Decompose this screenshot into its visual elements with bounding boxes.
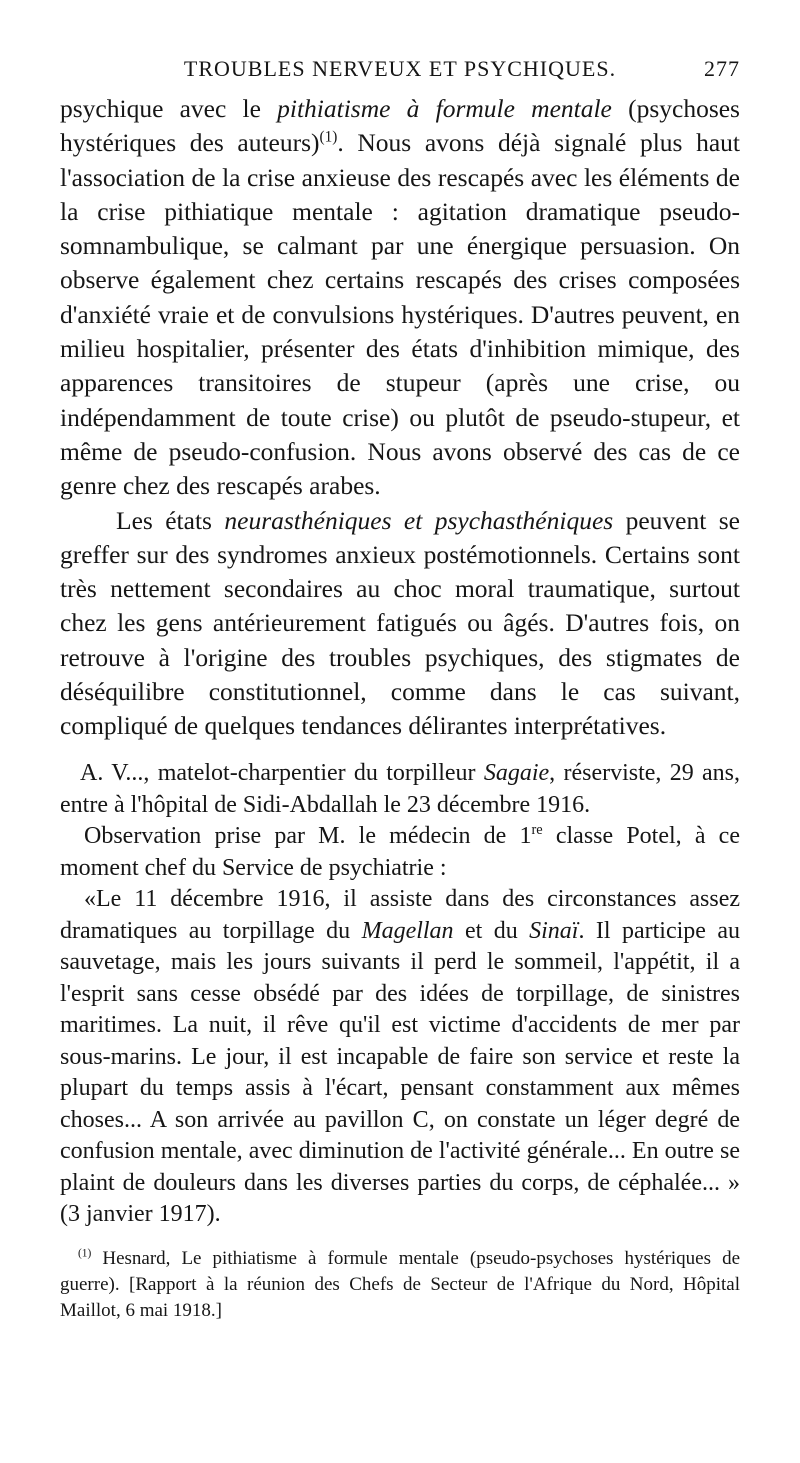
page-number: 277 (704, 56, 740, 81)
text-run: psychique avec le (60, 94, 278, 123)
ship-name: Magellan (361, 917, 454, 944)
text-run: . Il participe au sauvetage, mais les jours suivants il perd le sommeil, l'appétit, il a l'esprit sans cesse obsédé par des idées de torpillage, de sinistres maritimes. La nuit, il rêve qu'il est victime d'accidents de mer par sous-marins. Le jour, il est incapable de faire son service et reste la plupart du temps assis à l'écart, pensant constamment aux mêmes choses... A son arrivée au pavillon C, on constate un léger degré de confusion mentale, avec diminution de l'activité générale... En outre se plaint de douleurs dans les diverses parties du corps, de céphalée... » (3 janvier 1917). (60, 917, 740, 1227)
ordinal-suffix: re (531, 822, 543, 838)
ship-name: Sagaie (483, 760, 550, 786)
case-intro (60, 758, 740, 821)
footnote-text (60, 1246, 740, 1324)
footnote-reference: (1) (319, 128, 338, 146)
case-author (60, 821, 740, 884)
case-quote (60, 884, 740, 1231)
paragraph-pithiatisme (60, 92, 740, 504)
text-run: peuvent se greffer sur des syndromes anxieux postémotionnels. Certains sont très nettement secondaires au choc moral traumatique, surtout chez les gens antérieurement fatigués ou âgés. D'autres fois, on retrouve à l'origine des troubles psychiques, des stigmates de déséquilibre constitutionnel, comme dans le cas suivant, compliqué de quelques tendances délirantes interprétatives. (60, 505, 740, 741)
case-observation (60, 758, 740, 1231)
text-run: . Nous avons déjà signalé plus haut l'association de la crise anxieuse des rescapés avec les éléments de la crise pithiatique mentale : agitation dramatique pseudo-somnambulique, se calmant par une énergique persuasion. On observe également chez certains rescapés des crises composées d'anxiété vraie et de convulsions hystériques. D'autres peuvent, en milieu hospitalier, présenter des états d'inhibition mimique, des apparences transitoires de stupeur (après une crise, ou indépendamment de toute crise) ou plutôt de pseudo-stupeur, et même de pseudo-confusion. Nous avons observé des cas de ce genre chez des rescapés arabes. (60, 128, 740, 501)
italic-term: neurasthéniques et psychasthéniques (224, 505, 614, 535)
running-title: TROUBLES NERVEUX ET PSYCHIQUES. (183, 56, 617, 81)
ship-name: Sinaï (529, 917, 579, 944)
text-run: et du (453, 917, 530, 944)
text-run: A. V..., matelot-charpentier du torpilleur (80, 760, 484, 786)
text-run: Observation prise par M. le médecin de 1 (84, 823, 532, 849)
text-run: (psychoses hystériques des auteurs) (60, 94, 740, 158)
main-text (60, 92, 740, 744)
text-run: classe Potel, à ce moment chef du Service de psychiatrie : (60, 823, 740, 881)
text-run: Hesnard, Le pithiatisme à formule mentale (pseudo-psychoses hystériques de guerre). [Rapport à la réunion des Chefs de Secteur de l'Afrique du Nord, Hôpital Maillot, 6 mai 1918.] (60, 1248, 740, 1321)
running-header (60, 56, 740, 92)
footnote-mark: (1) (78, 1247, 92, 1260)
footnote (60, 1246, 740, 1324)
text-run: , réserviste, 29 ans, entre à l'hôpital de Sidi-Abdallah le 23 décembre 1916. (60, 760, 740, 818)
text-run: Les états (116, 505, 225, 535)
text-run: «Le 11 décembre 1916, il assiste dans des circonstances assez dramatiques au torpillage du (60, 886, 740, 944)
italic-term: pithiatisme à formule mentale (277, 94, 612, 123)
paragraph-neurasthenie (60, 504, 740, 744)
